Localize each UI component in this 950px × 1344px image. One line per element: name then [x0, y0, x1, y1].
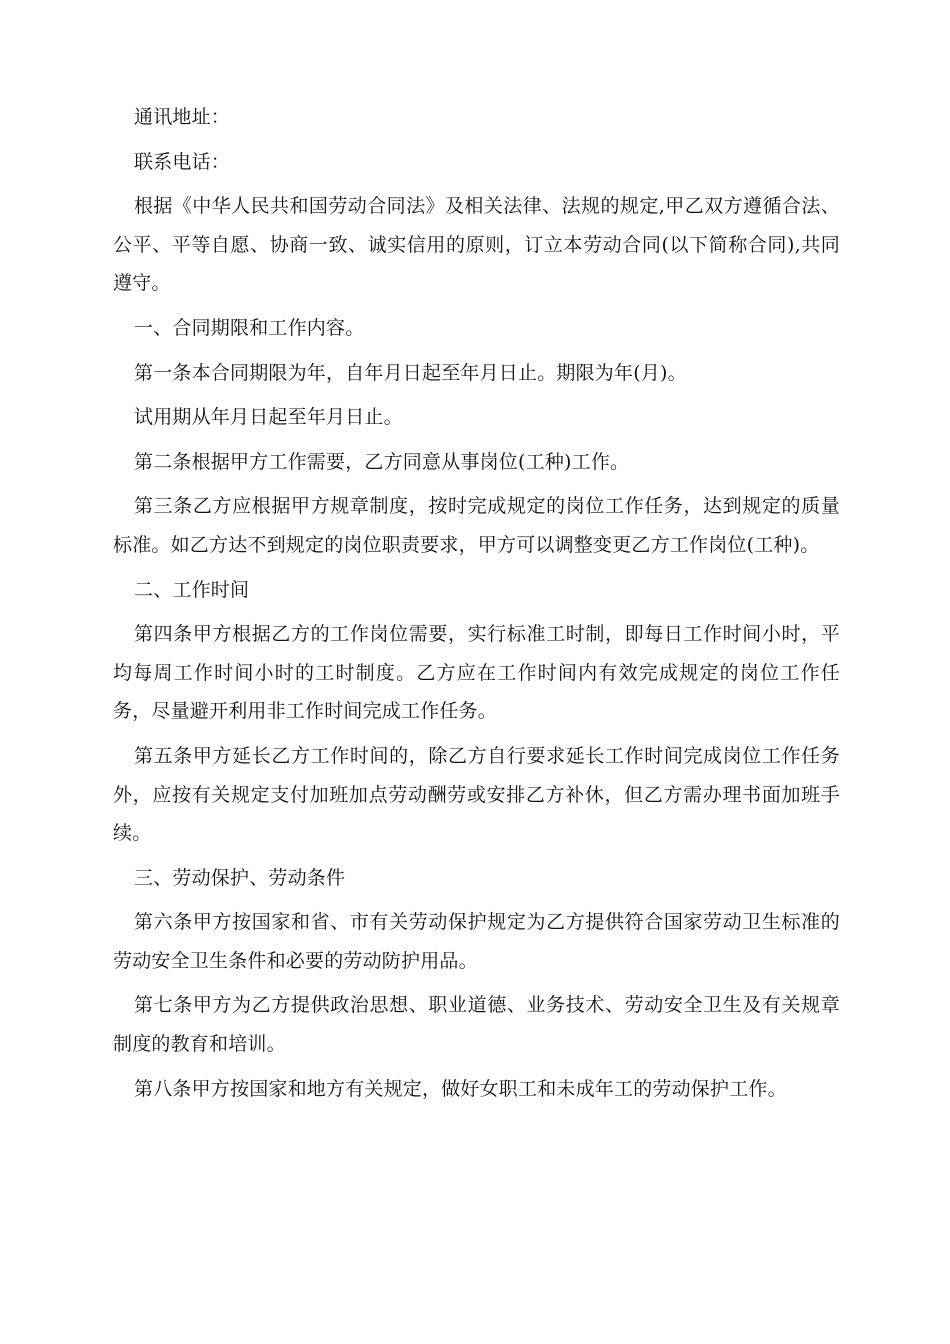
section-heading-working-hours: 二、工作时间: [134, 578, 250, 601]
article-3-paragraph: 第三条乙方应根据甲方规章制度，按时完成规定的岗位工作任务，达到规定的质量标准。如乙方达不到规定的岗位职责要求，甲方可以调整变更乙方工作岗位(工种)。: [113, 495, 840, 556]
article-8-paragraph: 第八条甲方按国家和地方有关规定，做好女职工和未成年工的劳动保护工作。: [134, 1077, 787, 1100]
preamble-paragraph: 根据《中华人民共和国劳动合同法》及相关法律、法规的规定,甲乙双方遵循合法、公平、平等自愿、协商一致、诚实信用的原则，订立本劳动合同(以下简称合同),共同遵守。: [113, 195, 840, 295]
section-heading-labor-protection: 三、劳动保护、劳动条件: [134, 866, 346, 889]
article-4-paragraph: 第四条甲方根据乙方的工作岗位需要，实行标准工时制，即每日工作时间小时，平均每周工作时间小时的工时制度。乙方应在工作时间内有效完成规定的岗位工作任务，尽量避开利用非工作时间完成工作任务。: [113, 623, 840, 723]
article-7-paragraph: 第七条甲方为乙方提供政治思想、职业道德、业务技术、劳动安全卫生及有关规章制度的教育和培训。: [113, 994, 840, 1056]
contact-address-line: 通讯地址：: [134, 106, 231, 128]
article-5-paragraph: 第五条甲方延长乙方工作时间的，除乙方自行要求延长工作时间完成岗位工作任务外，应按有关规定支付加班加点劳动酬劳或安排乙方补休，但乙方需办理书面加班手续。: [113, 744, 840, 845]
document-body: [113, 98, 840, 1114]
section-heading-term-and-content: 一、合同期限和工作内容。: [134, 316, 365, 339]
article-1-paragraph: 第一条本合同期限为年，自年月日起至年月日止。期限为年(月)。: [134, 361, 687, 384]
contact-phone-line: 联系电话：: [134, 150, 231, 173]
probation-paragraph: 试用期从年月日起至年月日止。: [134, 406, 403, 429]
article-2-paragraph: 第二条根据甲方工作需要，乙方同意从事岗位(工种)工作。: [134, 450, 630, 473]
article-6-paragraph: 第六条甲方按国家和省、市有关劳动保护规定为乙方提供符合国家劳动卫生标准的劳动安全卫生条件和必要的劳动防护用品。: [113, 911, 840, 972]
